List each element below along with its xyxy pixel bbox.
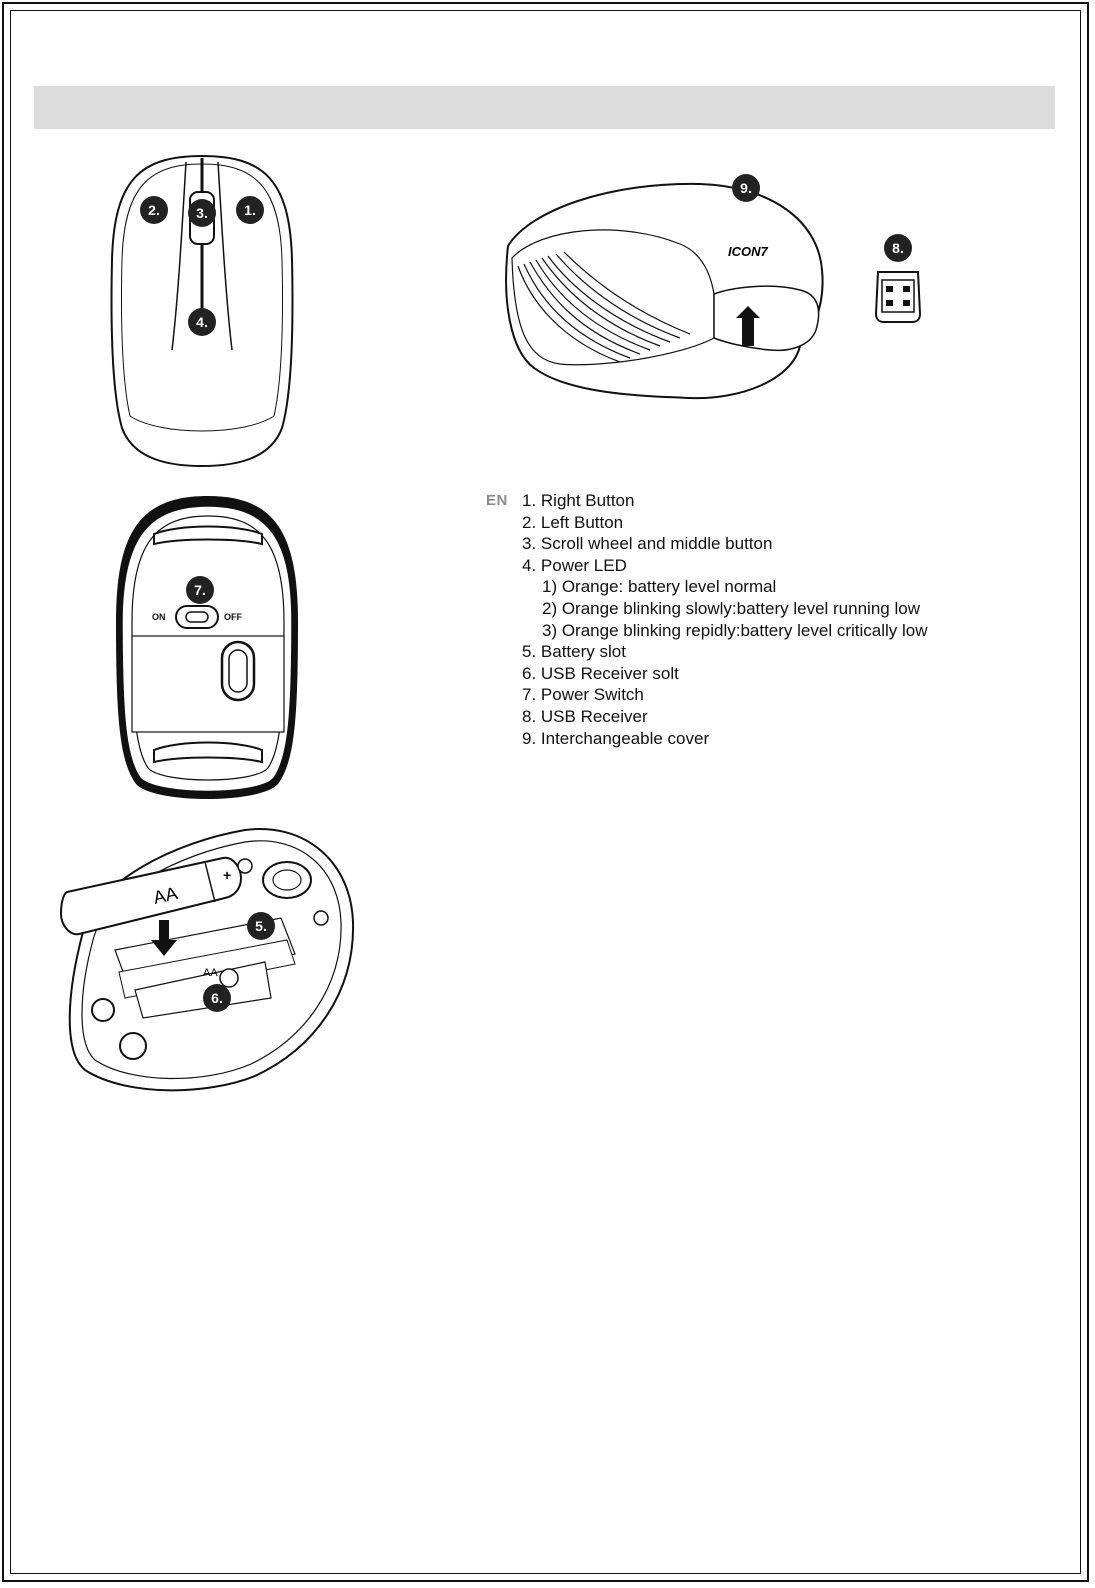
parts-legend xyxy=(486,490,928,749)
legend-item: 7. Power Switch xyxy=(522,685,644,705)
battery-plus-sign: + xyxy=(223,867,232,883)
legend-item: 9. Interchangeable cover xyxy=(522,728,710,748)
legend-item: 1) Orange: battery level normal xyxy=(542,577,777,597)
section-header-band xyxy=(34,86,1055,129)
legend-list xyxy=(486,490,928,749)
callout-1: 1. xyxy=(244,202,256,218)
battery-label: AA xyxy=(151,883,180,908)
legend-item: 1. Right Button xyxy=(522,491,635,510)
switch-on-label: ON xyxy=(152,612,166,622)
legend-item: 4. Power LED xyxy=(522,555,627,575)
legend-item: 8. USB Receiver xyxy=(522,706,648,726)
slot-aa-label: AA xyxy=(203,967,218,979)
switch-off-label: OFF xyxy=(224,612,242,622)
legend-item: 2. Left Button xyxy=(522,512,624,532)
mouse-side-view xyxy=(500,170,830,405)
legend-item: 2) Orange blinking slowly:battery level running low xyxy=(542,598,920,618)
callout-4: 4. xyxy=(196,314,208,330)
usb-receiver xyxy=(868,232,928,327)
callout-9: 9. xyxy=(740,180,752,196)
language-label: EN xyxy=(486,492,508,509)
legend-item: 5. Battery slot xyxy=(522,642,626,662)
callout-7: 7. xyxy=(194,582,206,598)
callout-8: 8. xyxy=(892,240,904,256)
mouse-top-view xyxy=(100,150,305,470)
battery-compartment-view xyxy=(55,822,360,1097)
brand-logo-text: ICON7 xyxy=(728,244,768,259)
callout-3: 3. xyxy=(196,205,208,221)
mouse-bottom-view xyxy=(110,492,305,807)
callout-5: 5. xyxy=(255,918,267,934)
legend-item: 3. Scroll wheel and middle button xyxy=(522,534,773,554)
callout-2: 2. xyxy=(148,202,160,218)
callout-6: 6. xyxy=(211,990,223,1006)
legend-item: 6. USB Receiver solt xyxy=(522,663,679,683)
legend-item: 3) Orange blinking repidly:battery level critically low xyxy=(542,620,928,640)
